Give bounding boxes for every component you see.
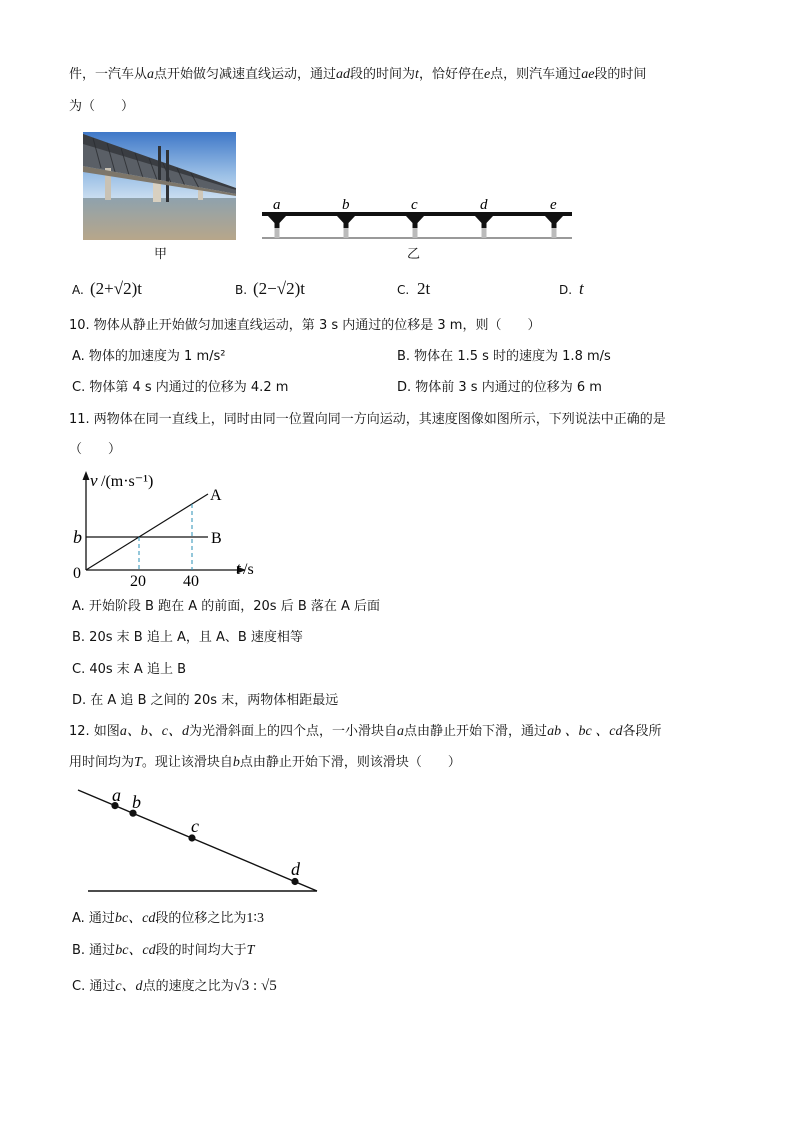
- q9-option-d-expr: t: [579, 279, 584, 298]
- point-label-d: d: [480, 197, 488, 213]
- q11-option-d[interactable]: D. 在 A 追 B 之间的 20s 末，两物体相距最远: [72, 693, 339, 708]
- q10-stem: 10. 物体从静止开始做匀加速直线运动，第 3 s 内通过的位移是 3 m，则（ ）: [69, 318, 541, 333]
- point-a-label: a: [112, 785, 121, 805]
- q11-option-a[interactable]: A. 开始阶段 B 跑在 A 的前面，20s 后 B 落在 A 后面: [72, 599, 381, 614]
- q11-option-b[interactable]: B. 20s 末 B 追上 A，且 A、B 速度相等: [72, 630, 303, 645]
- line-a-label: A: [210, 487, 222, 504]
- pier-base-b: [344, 228, 349, 238]
- q10-option-c[interactable]: C. 物体第 4 s 内通过的位移为 4.2 m: [72, 380, 289, 395]
- pier-base-a: [275, 228, 280, 238]
- q9-option-b[interactable]: [235, 279, 355, 303]
- tick-20: 20: [130, 573, 146, 590]
- q11-stem-line2: （ ）: [69, 442, 122, 457]
- q9-option-a[interactable]: [72, 279, 192, 303]
- q9-option-b-expr: (2−√2)t: [253, 279, 305, 298]
- x-axis-label-t: t: [236, 559, 241, 578]
- q10-option-b[interactable]: B. 物体在 1.5 s 时的速度为 1.8 m/s: [397, 349, 611, 364]
- incline-diagram: [70, 780, 330, 896]
- pier-base-c: [413, 228, 418, 238]
- y-axis-label-unit: /(m·s⁻¹): [101, 473, 154, 490]
- y-axis-arrow: [83, 471, 90, 480]
- point-label-c: c: [411, 197, 418, 213]
- q9-option-c[interactable]: [397, 279, 477, 303]
- point-b-label: b: [132, 792, 141, 812]
- photo-caption: 甲: [154, 247, 168, 262]
- origin-label: 0: [73, 565, 81, 582]
- q12-option-b[interactable]: B. 通过bc、cd段的时间均大于T: [72, 943, 255, 958]
- point-c-label: c: [191, 816, 199, 836]
- q9-option-d[interactable]: [559, 279, 619, 303]
- line-b-label: B: [211, 530, 222, 547]
- pier-c: [406, 216, 424, 228]
- bridge-diagram: [258, 194, 578, 246]
- point-d-label: d: [291, 859, 300, 879]
- q9-option-c-expr: 2t: [417, 279, 431, 298]
- q11-stem-line1: 11. 两物体在同一直线上，同时由同一位置向同一方向运动，其速度图像如图所示，下列说法中正确的是: [69, 412, 666, 427]
- pier-base-e: [552, 228, 557, 238]
- q12-option-a[interactable]: A. 通过bc、cd段的位移之比为1∶3: [72, 911, 265, 926]
- q9-option-a-label: A.: [72, 283, 84, 297]
- q10-option-a[interactable]: A. 物体的加速度为 1 m/s²: [72, 349, 226, 364]
- tick-40: 40: [183, 573, 199, 590]
- pier-base-d: [482, 228, 487, 238]
- pier-a: [268, 216, 286, 228]
- q9-option-d-label: D.: [559, 283, 573, 297]
- q9-option-b-label: B.: [235, 283, 248, 297]
- line-a: [86, 494, 208, 570]
- q11-option-c[interactable]: C. 40s 末 A 追上 B: [72, 662, 186, 677]
- q12-option-c[interactable]: C. 通过c、d点的速度之比为√3 : √5: [72, 978, 277, 994]
- q9-stem-line2: 为（ ）: [69, 99, 135, 114]
- diagram-caption: 乙: [407, 247, 421, 262]
- point-label-e: e: [550, 197, 557, 213]
- q12-stem-line2: 用时间均为T。现让该滑块自b点由静止开始下滑，则该滑块（ ）: [69, 755, 461, 770]
- q9-option-c-label: C.: [397, 283, 410, 297]
- bridge-photo: [83, 132, 236, 240]
- pier-b: [337, 216, 355, 228]
- q9-option-a-expr: (2+√2)t: [90, 279, 142, 298]
- q10-option-d[interactable]: D. 物体前 3 s 内通过的位移为 6 m: [397, 380, 602, 395]
- pier-d: [475, 216, 493, 228]
- point-label-b: b: [342, 197, 350, 213]
- point-label-a: a: [273, 197, 281, 213]
- velocity-time-graph: [68, 466, 268, 592]
- q12-stem-line1: 12. 如图a、b、c、d为光滑斜面上的四个点，一小滑块自a点由静止开始下滑，通过ab 、bc 、cd各段所: [69, 724, 662, 739]
- y-axis-label-v: v: [90, 471, 98, 490]
- x-axis-label-unit: /s: [243, 561, 254, 578]
- b-label: b: [73, 527, 82, 547]
- pier-e: [545, 216, 563, 228]
- q9-stem-line1: 件，一汽车从a点开始做匀减速直线运动，通过ad段的时间为t，恰好停在e点，则汽车通过ae段的时间: [69, 67, 647, 82]
